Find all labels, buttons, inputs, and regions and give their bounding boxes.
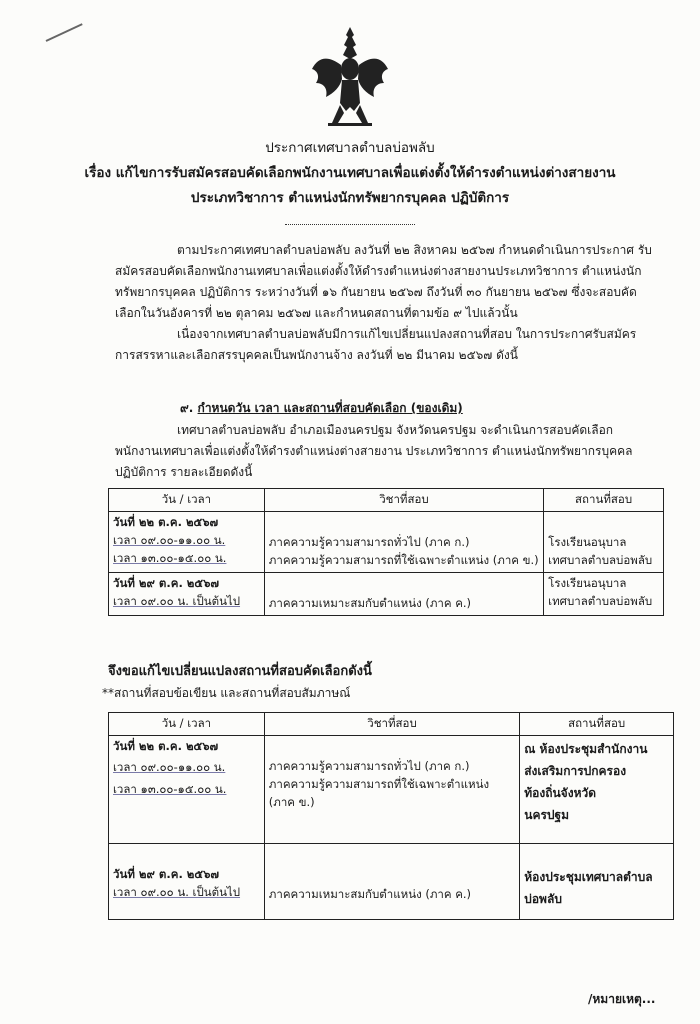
announcement-org: ประกาศเทศบาลตำบลบ่อพลับ [265, 140, 435, 156]
exam-subject: ภาคความรู้ความสามารถทั่วไป (ภาค ก.) [268, 535, 470, 549]
exam-venue: โรงเรียนอนุบาล [548, 576, 627, 590]
table-row [109, 844, 674, 920]
exam-time: เวลา ๐๙.๐๐ น. เป็นต้นไป [113, 594, 241, 608]
exam-time-text: เวลา ๐๙.๐๐ น. เป็นต้นไป [113, 885, 241, 899]
exam-date: วันที่ ๒๒ ต.ค. ๒๕๖๗ [113, 515, 219, 529]
change-heading: จึงขอแก้ไขเปลี่ยนแปลงสถานที่สอบคัดเลือกดังนี้ [108, 664, 372, 679]
exam-time: เวลา ๑๓.๐๐-๑๕.๐๐ น. [113, 782, 227, 796]
header-venue: สถานที่สอบ [544, 489, 664, 512]
exam-subject: ภาคความเหมาะสมกับตำแหน่ง (ภาค ค.) [268, 596, 472, 610]
exam-venue: บ่อพลับ [524, 892, 562, 906]
exam-subject: ภาคความรู้ความสามารถทั่วไป (ภาค ก.) [268, 759, 470, 773]
garuda-emblem-icon [310, 25, 390, 135]
exam-time: เวลา ๐๙.๐๐-๑๑.๐๐ น. [113, 533, 226, 547]
original-schedule-table [108, 488, 664, 616]
header-date: วัน / เวลา [109, 489, 265, 512]
exam-subject: ภาคความรู้ความสามารถที่ใช้เฉพาะตำแหน่ง [268, 777, 490, 791]
pen-mark [46, 23, 83, 42]
table-row [109, 736, 674, 844]
exam-venue: โรงเรียนอนุบาล [548, 535, 627, 549]
continued-note: /หมายเหตุ... [588, 992, 656, 1006]
header-venue: สถานที่สอบ [520, 713, 674, 736]
table-header-row [109, 713, 674, 736]
exam-venue: เทศบาลตำบลบ่อพลับ [548, 553, 653, 567]
separator-dots [285, 224, 415, 225]
exam-venue: ห้องประชุมเทศบาลตำบล [524, 870, 653, 884]
revised-schedule-table [108, 712, 674, 920]
exam-time: เวลา ๑๓.๐๐-๑๕.๐๐ น. [113, 551, 227, 565]
subject-line-2: ประเภทวิชาการ ตำแหน่งนักทรัพยากรบุคคล ปฏิบัติการ [190, 190, 510, 206]
section-title: กำหนดวัน เวลา และสถานที่สอบคัดเลือก (ของเดิม) [197, 401, 463, 415]
section-heading [180, 398, 463, 418]
table-header-row [109, 489, 664, 512]
exam-venue: เทศบาลตำบลบ่อพลับ [548, 594, 653, 608]
exam-date: วันที่ ๒๙ ต.ค. ๒๕๖๗ [113, 576, 220, 590]
exam-time: เวลา ๐๙.๐๐-๑๑.๐๐ น. [113, 760, 226, 774]
header-date: วัน / เวลา [109, 713, 265, 736]
subject-line-1: เรื่อง แก้ไขการรับสมัครสอบคัดเลือกพนักงานเทศบาลเพื่อแต่งตั้งให้ดำรงตำแหน่งต่างสายงาน [84, 165, 616, 181]
paragraph-reason: เนื่องจากเทศบาลตำบลบ่อพลับมีการแก้ไขเปลี่ยนแปลงสถานที่สอบ ในการประกาศรับสมัคร การสรรหาและเลือกสรรบุคคลเป็นพนักงานจ้าง ลงวันที่ ๒๒ มีนาคม ๒๕๖๗ ดังนี้ [115, 327, 637, 362]
exam-subject: ภาคความรู้ความสามารถที่ใช้เฉพาะตำแหน่ง (ภาค ข.) [268, 553, 539, 567]
exam-subject: ภาคความเหมาะสมกับตำแหน่ง (ภาค ค.) [268, 887, 472, 901]
exam-date: วันที่ ๒๙ ต.ค. ๒๕๖๗ [113, 867, 220, 881]
change-note: **สถานที่สอบข้อเขียน และสถานที่สอบสัมภาษณ์ [102, 686, 351, 700]
section-number: ๙. [180, 401, 194, 415]
exam-subject: (ภาค ข.) [268, 795, 315, 809]
header-subject: วิชาที่สอบ [264, 713, 519, 736]
table-row [109, 573, 664, 616]
paragraph-original-detail: เทศบาลตำบลบ่อพลับ อำเภอเมืองนครปฐม จังหวัดนครปฐม จะดำเนินการสอบคัดเลือก พนักงานเทศบาลเพื่อแต่งตั้งให้ดำรงตำแหน่งต่างสายงาน ประเภทวิชาการ ตำแหน่งนักทรัพยากรบุคคล ปฏิบัติการ รายละเอียดดังนี้ [115, 423, 633, 479]
header-subject: วิชาที่สอบ [264, 489, 543, 512]
exam-date: วันที่ ๒๒ ต.ค. ๒๕๖๗ [113, 739, 219, 753]
paragraph-background: ตามประกาศเทศบาลตำบลบ่อพลับ ลงวันที่ ๒๒ สิงหาคม ๒๕๖๗ กำหนดดำเนินการประกาศ รับสมัครสอบคัดเลือกพนักงานเทศบาลเพื่อแต่งตั้งให้ดำรงตำแหน่งต่างสายงานประเภทวิชาการ ตำแหน่งนักทรัพยากรบุคคล ปฏิบัติการ ระหว่างวันที่ ๑๖ กันยายน ๒๕๖๗ ถึงวันที่ ๓๐ กันยายน ๒๕๖๗ ซึ่งจะสอบคัดเลือกในวันอังคารที่ ๒๒ ตุลาคม ๒๕๖๗ และกำหนดสถานที่ตามข้อ ๙ ไปแล้วนั้น [115, 243, 652, 320]
exam-venue: ณ ห้องประชุมสำนักงาน [524, 742, 648, 756]
table-row [109, 512, 664, 573]
exam-venue: ท้องถิ่นจังหวัด [524, 786, 597, 800]
exam-time [113, 884, 260, 902]
exam-venue: ส่งเสริมการปกครอง [524, 764, 627, 778]
exam-venue: นครปฐม [524, 808, 570, 822]
